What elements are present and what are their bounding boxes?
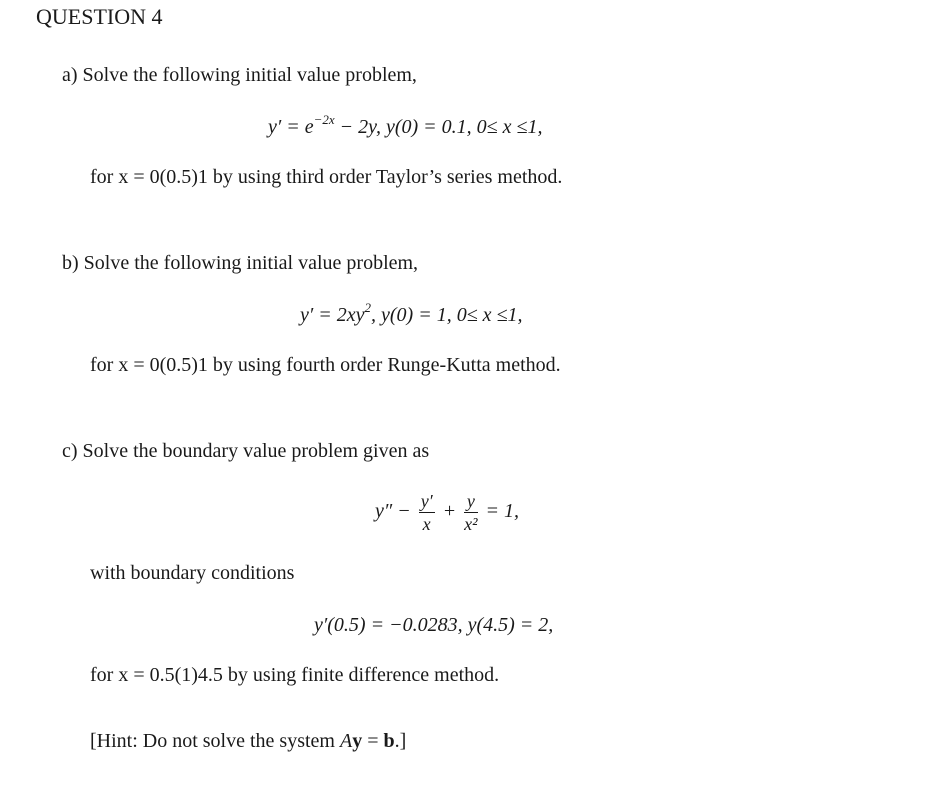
hint-prefix: [Hint: Do not solve the system: [90, 730, 340, 752]
hint-vector-b: b: [383, 730, 395, 752]
question-title: QUESTION 4: [36, 4, 163, 29]
hint-matrix-a: A: [339, 730, 353, 752]
part-b-method: for x = 0(0.5)1 by using fourth order Runge-Kutta method.: [90, 354, 561, 376]
part-c-plus: +: [442, 500, 457, 523]
part-b-eq-rest: , y(0) = 1, 0≤ x ≤1,: [371, 304, 523, 326]
part-b: [62, 252, 418, 275]
fraction-2-numerator: y: [464, 490, 477, 513]
hint-equals: =: [362, 730, 384, 752]
part-c-method: for x = 0.5(1)4.5 by using finite difference method.: [90, 664, 500, 686]
part-a-eq-exponent: −2x: [313, 112, 335, 127]
part-b-equation: [300, 300, 523, 327]
part-c: [62, 440, 429, 463]
part-b-label: b): [62, 252, 79, 274]
fraction-1-numerator: y′: [420, 491, 433, 511]
part-b-eq-lhs: y′ = 2xy: [300, 304, 365, 326]
part-c-fraction-1: [419, 490, 435, 535]
part-a-eq-rest: − 2y, y(0) = 0.1, 0≤ x ≤1,: [334, 116, 543, 138]
part-b-intro: Solve the following initial value problem,: [83, 252, 419, 274]
part-c-eq-end: = 1,: [485, 500, 520, 523]
hint-suffix: .]: [394, 730, 407, 752]
part-c-boundary-conditions: y′(0.5) = −0.0283, y(4.5) = 2,: [314, 614, 554, 636]
part-b-eq-exponent: 2: [364, 300, 372, 315]
fraction-1-denominator: x: [422, 514, 431, 534]
part-c-intro: Solve the boundary value problem given as: [82, 440, 430, 462]
part-a-eq-lhs: y′ = e: [268, 116, 314, 138]
part-c-bc-intro: with boundary conditions: [90, 562, 295, 584]
part-c-label: c): [62, 440, 78, 462]
hint: [90, 730, 406, 753]
part-a-intro: Solve the following initial value problem,: [82, 64, 417, 86]
part-c-equation: [375, 490, 519, 535]
part-a-label: a): [62, 64, 78, 86]
part-a-equation: [268, 112, 543, 139]
hint-vector-y: y: [352, 730, 363, 752]
part-c-eq-start: y″ −: [375, 500, 411, 523]
part-a-method: for x = 0(0.5)1 by using third order Taylor’s series method.: [90, 166, 563, 188]
part-c-fraction-2: [464, 490, 477, 535]
fraction-2-denominator: x²: [464, 514, 478, 534]
part-a: [62, 64, 417, 87]
